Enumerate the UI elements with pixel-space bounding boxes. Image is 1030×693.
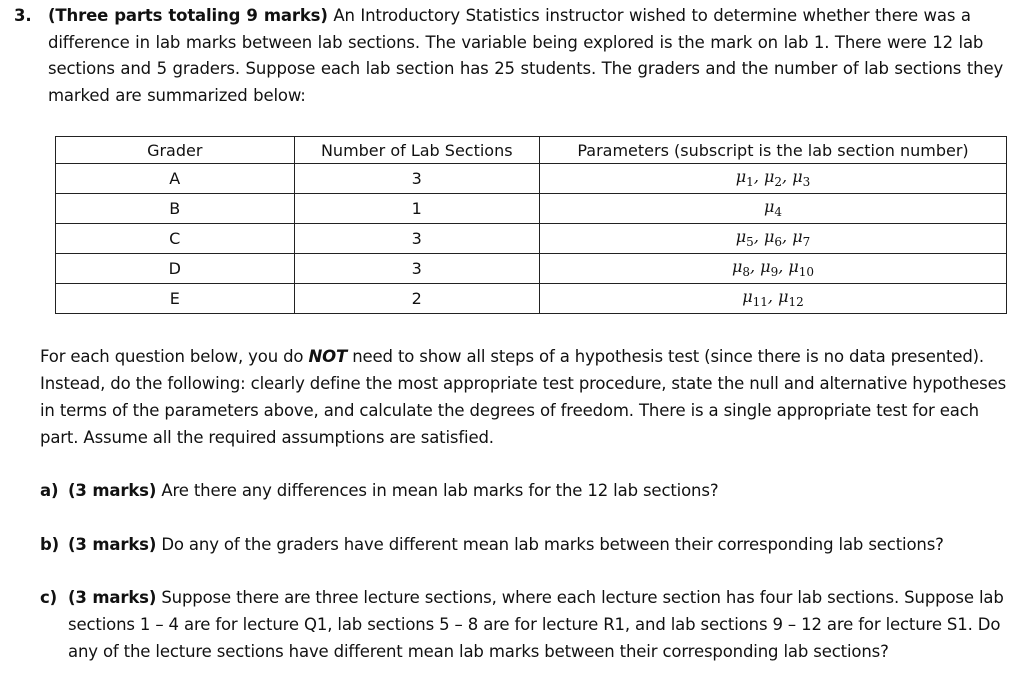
part-a-label: a) [40, 481, 59, 500]
question-number: 3. [14, 6, 32, 25]
part-a-text: Are there any differences in mean lab marks for the 12 lab sections? [161, 481, 719, 500]
question-intro [48, 3, 1024, 109]
header-parameters: Parameters (subscript is the lab section number) [540, 137, 1007, 164]
table-row [56, 224, 1007, 254]
part-c-label: c) [40, 588, 58, 607]
sections-cell: 3 [294, 224, 540, 254]
sections-cell: 1 [294, 194, 540, 224]
table-row [56, 194, 1007, 224]
grader-cell: D [56, 254, 295, 284]
part-c-text: Suppose there are three lecture sections, where each lecture section has four lab sections. Suppose lab sections 1 – 4 are for lecture Q1, lab sections 5 – 8 are for lecture R1, and lab sections 9 – 12 are for lecture S1. Do any of the lecture sections have different mean lab marks between their corresponding lab sections? [68, 588, 1004, 661]
params-cell: $\mu_{11}$, $\mu_{12}$ [540, 284, 1007, 314]
header-grader: Grader [56, 137, 295, 164]
part-a [40, 477, 1025, 504]
question-intro-text: An Introductory Statistics instructor wished to determine whether there was a difference in lab marks between lab sections. The variable being explored is the mark on lab 1. There were 12 lab sections and 5 graders. Suppose each lab section has 25 students. The graders and the number of lab sections they marked are summarized below: [48, 6, 1004, 105]
table-row [56, 284, 1007, 314]
part-b [40, 531, 1025, 558]
part-b-text: Do any of the graders have different mean lab marks between their corresponding lab sections? [161, 535, 944, 554]
sections-cell: 2 [294, 284, 540, 314]
instructions-paragraph [40, 343, 1015, 451]
params-cell: $\mu_5$, $\mu_6$, $\mu_7$ [540, 224, 1007, 254]
grader-cell: E [56, 284, 295, 314]
params-cell: $\mu_4$ [540, 194, 1007, 224]
question-header [14, 3, 1024, 109]
grader-cell: A [56, 164, 295, 194]
instructions-before: For each question below, you do [40, 347, 309, 366]
part-a-marks: (3 marks) [68, 481, 157, 500]
part-c [40, 584, 1025, 665]
graders-table [55, 136, 1007, 314]
grader-cell: B [56, 194, 295, 224]
sections-cell: 3 [294, 164, 540, 194]
question-marks-heading: (Three parts totaling 9 marks) [48, 6, 328, 25]
part-b-label: b) [40, 535, 60, 554]
part-c-marks: (3 marks) [68, 588, 157, 607]
table-header-row [56, 137, 1007, 164]
grader-cell: C [56, 224, 295, 254]
instructions-emphasis: NOT [308, 347, 348, 366]
instructions-after: need to show all steps of a hypothesis test (since there is no data presented). Instead, do the following: clearly define the most appropriate test procedure, state the null and alternative hypotheses in terms of the parameters above, and calculate the degrees of freedom. There is a single appropriate test for each part. Assume all the required assumptions are satisfied. [40, 347, 1007, 447]
part-b-marks: (3 marks) [68, 535, 157, 554]
header-number-of-lab-sections: Number of Lab Sections [294, 137, 540, 164]
sections-cell: 3 [294, 254, 540, 284]
table-row [56, 164, 1007, 194]
table-row [56, 254, 1007, 284]
params-cell: $\mu_8$, $\mu_9$, $\mu_{10}$ [540, 254, 1007, 284]
params-cell: $\mu_1$, $\mu_2$, $\mu_3$ [540, 164, 1007, 194]
